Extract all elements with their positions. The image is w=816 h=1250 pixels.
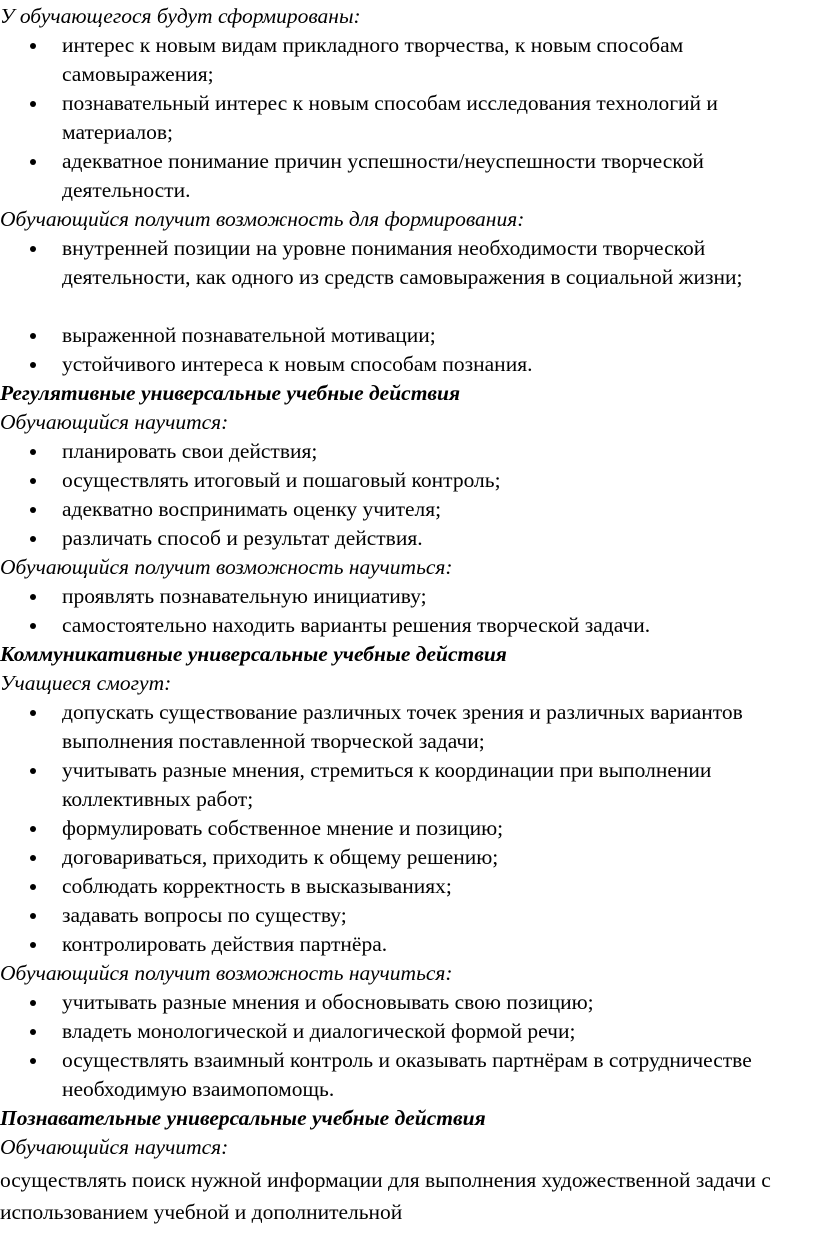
bullet-icon: [30, 710, 36, 716]
bullet-icon: [30, 1000, 36, 1006]
bullet-icon: [30, 536, 36, 542]
bullet-icon: [30, 855, 36, 861]
subheading: Обучающийся научится:: [0, 410, 229, 434]
section-heading: Коммуникативные универсальные учебные действия: [0, 642, 507, 666]
bullet-icon: [30, 246, 36, 252]
bullet-icon: [30, 101, 36, 107]
subheading: Обучающийся научится:: [0, 1135, 229, 1159]
bullet-icon: [30, 942, 36, 948]
subheading: Учащиеся смогут:: [0, 671, 172, 695]
bullet-icon: [30, 159, 36, 165]
subheading: Обучающийся получит возможность для формирования:: [0, 207, 525, 231]
bullet-icon: [30, 1058, 36, 1064]
section-heading: Регулятивные универсальные учебные действия: [0, 381, 461, 405]
section-heading: Познавательные универсальные учебные действия: [0, 1106, 486, 1130]
bullet-icon: [30, 478, 36, 484]
bullet-icon: [30, 913, 36, 919]
bullet-icon: [30, 507, 36, 513]
bullet-icon: [30, 826, 36, 832]
bullet-icon: [30, 623, 36, 629]
bullet-icon: [30, 362, 36, 368]
paragraph: осуществлять поиск нужной информации для выполнения художественной задачи с использованием учебной и дополнительной: [0, 1168, 771, 1224]
bullet-icon: [30, 449, 36, 455]
bullet-icon: [30, 594, 36, 600]
bullet-icon: [30, 1029, 36, 1035]
bullet-icon: [30, 884, 36, 890]
bullet-icon: [30, 43, 36, 49]
subheading: Обучающийся получит возможность научиться:: [0, 555, 453, 579]
subheading: Обучающийся получит возможность научиться:: [0, 961, 453, 985]
bullet-icon: [30, 768, 36, 774]
subheading: У обучающегося будут сформированы:: [0, 4, 361, 28]
bullet-icon: [30, 333, 36, 339]
